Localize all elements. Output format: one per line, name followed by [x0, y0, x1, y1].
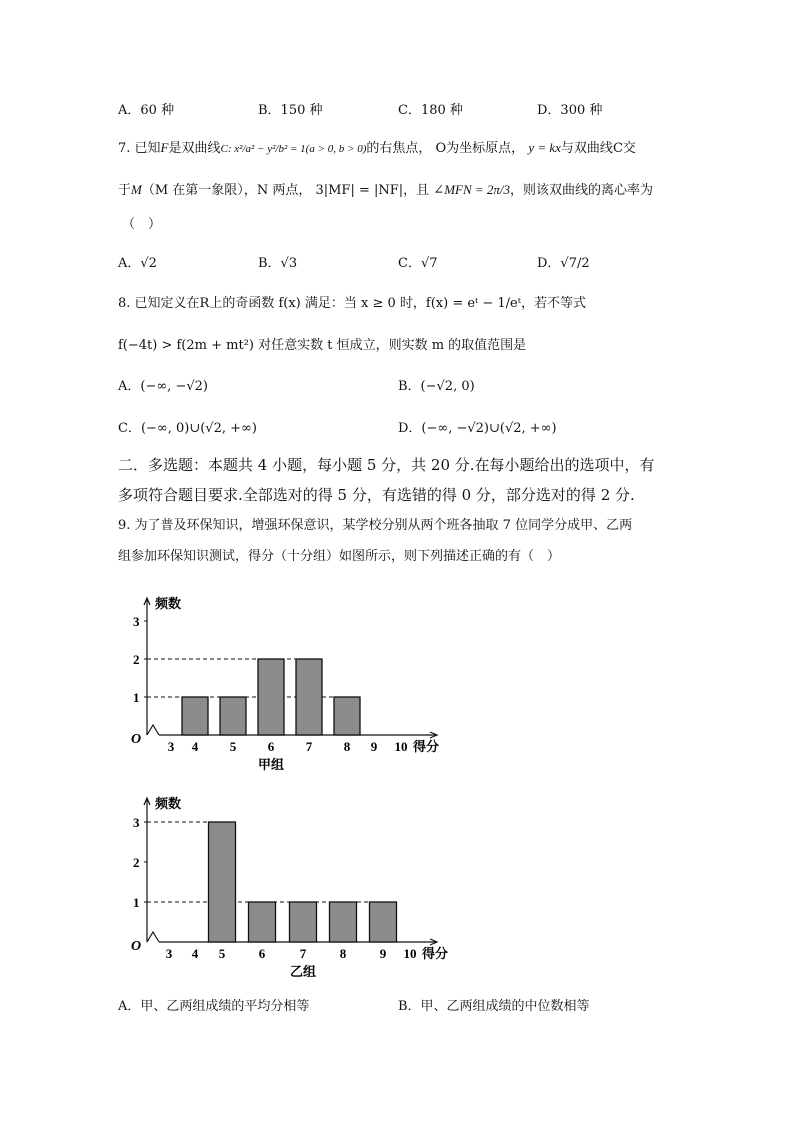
bar-score-4 — [182, 697, 208, 735]
bar-score-8 — [330, 902, 357, 942]
origin-label: O — [131, 939, 142, 954]
y-tick-label: 3 — [133, 614, 140, 629]
x-tick-label: 5 — [229, 739, 237, 754]
q7-text-d: 的右焦点， — [366, 141, 432, 156]
q8-option-a: A．(−∞, −√2) — [118, 379, 208, 394]
q7-line-eq: y = kx — [528, 140, 561, 155]
q7-var-f: F — [160, 140, 169, 155]
q6-option-c: C．180 种 — [398, 103, 463, 118]
y-tick-label: 2 — [133, 652, 140, 667]
q7-l2-d: N 两点， — [256, 183, 312, 198]
q9-line2: 组参加环保知识测试，得分（十分组）如图所示，则下列描述正确的有（ ） — [118, 549, 561, 564]
bar-score-6 — [249, 902, 276, 942]
chart-title: 乙组 — [289, 964, 317, 979]
bar-score-7 — [290, 902, 317, 942]
x-tick-label: 6 — [267, 739, 275, 754]
q6-option-d: D．300 种 — [537, 103, 603, 118]
y-tick-label: 1 — [133, 690, 140, 705]
origin-label: O — [131, 732, 142, 747]
q7-l2-m: M — [131, 182, 142, 197]
q8-line2: f(−4t) > f(2m + mt²) 对任意实数 t 恒成立，则实数 m 的取值范围是 — [118, 338, 527, 353]
q6-option-a: A．60 种 — [118, 103, 175, 118]
section2-line1: 二．多选题：本题共 4 小题，每小题 5 分，共 20 分.在每小题给出的选项中，有 — [118, 456, 655, 474]
q7-line2 — [118, 181, 653, 200]
x-axis-label: 得分 — [422, 946, 449, 961]
y-axis-label: 频数 — [155, 796, 182, 811]
q7-option-a: A．√2 — [118, 256, 157, 271]
x-tick-label: 6 — [258, 946, 266, 961]
x-tick-label: 10 — [394, 739, 408, 754]
q8-option-d: D．(−∞, −√2)∪(√2, +∞) — [398, 421, 557, 436]
q7-l2-c: （M 在第一象限）， — [141, 183, 257, 198]
x-tick-label: 4 — [191, 946, 199, 961]
q7-text-c: 是双曲线 — [168, 141, 221, 156]
x-tick-label: 3 — [165, 946, 173, 961]
q8-option-b: B．(−√2, 0) — [398, 379, 475, 394]
q7-angle: ∠MFN = 2π/3 — [433, 182, 511, 197]
q7-l2-a: 于 — [118, 183, 132, 198]
q7-line1 — [118, 139, 636, 158]
q9-option-a: A．甲、乙两组成绩的平均分相等 — [118, 999, 310, 1014]
q7-text-g: 与双曲线 — [560, 141, 613, 156]
q7-l2-g: ，则该双曲线的离心率为 — [510, 183, 654, 198]
x-tick-label: 7 — [305, 739, 313, 754]
chart-group-yi — [125, 792, 455, 982]
x-tick-label: 3 — [167, 739, 175, 754]
q9-option-b: B．甲、乙两组成绩的中位数相等 — [398, 999, 590, 1014]
bar-score-8 — [334, 697, 360, 735]
q7-hyperbola-formula: C: x²/a² − y²/b² = 1(a > 0, b > 0) — [220, 143, 367, 155]
q6-option-b: B．150 种 — [258, 103, 323, 118]
x-tick-label: 5 — [218, 946, 226, 961]
q7-text-h: C交 — [612, 141, 636, 156]
x-tick-label: 10 — [403, 946, 417, 961]
bar-score-6 — [258, 659, 284, 735]
y-axis-label: 频数 — [155, 596, 182, 611]
q7-option-c: C．√7 — [398, 256, 438, 271]
bar-score-9 — [370, 902, 397, 942]
x-tick-label: 8 — [343, 739, 351, 754]
axis-break-mark — [147, 932, 159, 942]
bar-score-7 — [296, 659, 322, 735]
axis-break-mark — [147, 725, 159, 735]
y-tick-label: 1 — [133, 895, 140, 910]
q7-option-d: D．√7/2 — [537, 256, 590, 271]
x-tick-label: 9 — [370, 739, 378, 754]
q7-text-e: O为坐标原点， — [435, 141, 525, 156]
x-axis-label: 得分 — [413, 739, 440, 754]
y-tick-label: 3 — [133, 815, 140, 830]
q8-line1: 8. 已知定义在R上的奇函数 f(x) 满足：当 x ≥ 0 时，f(x) = eᵗ − 1/eᵗ，若不等式 — [118, 296, 586, 311]
bar-score-5 — [209, 822, 236, 942]
chart-title: 甲组 — [257, 757, 285, 772]
x-tick-label: 4 — [191, 739, 199, 754]
section2-line2: 多项符合题目要求.全部选对的得 5 分，有选错的得 0 分，部分选对的得 2 分. — [118, 486, 635, 504]
q7-text-a: 7. 已知 — [118, 141, 161, 156]
q7-l2-e: 3|MF| = |NF|，且 — [315, 183, 430, 198]
y-tick-label: 2 — [133, 855, 140, 870]
x-tick-label: 9 — [379, 946, 387, 961]
x-tick-label: 7 — [299, 946, 307, 961]
q8-option-c: C．(−∞, 0)∪(√2, +∞) — [118, 421, 257, 436]
bar-score-5 — [220, 697, 246, 735]
q7-answer-paren: （ ） — [122, 217, 162, 232]
chart-group-jia — [125, 590, 455, 775]
q9-line1: 9. 为了普及环保知识，增强环保意识，某学校分别从两个班各抽取 7 位同学分成甲、乙两 — [118, 518, 633, 533]
q7-option-b: B．√3 — [258, 256, 298, 271]
x-tick-label: 8 — [339, 946, 347, 961]
